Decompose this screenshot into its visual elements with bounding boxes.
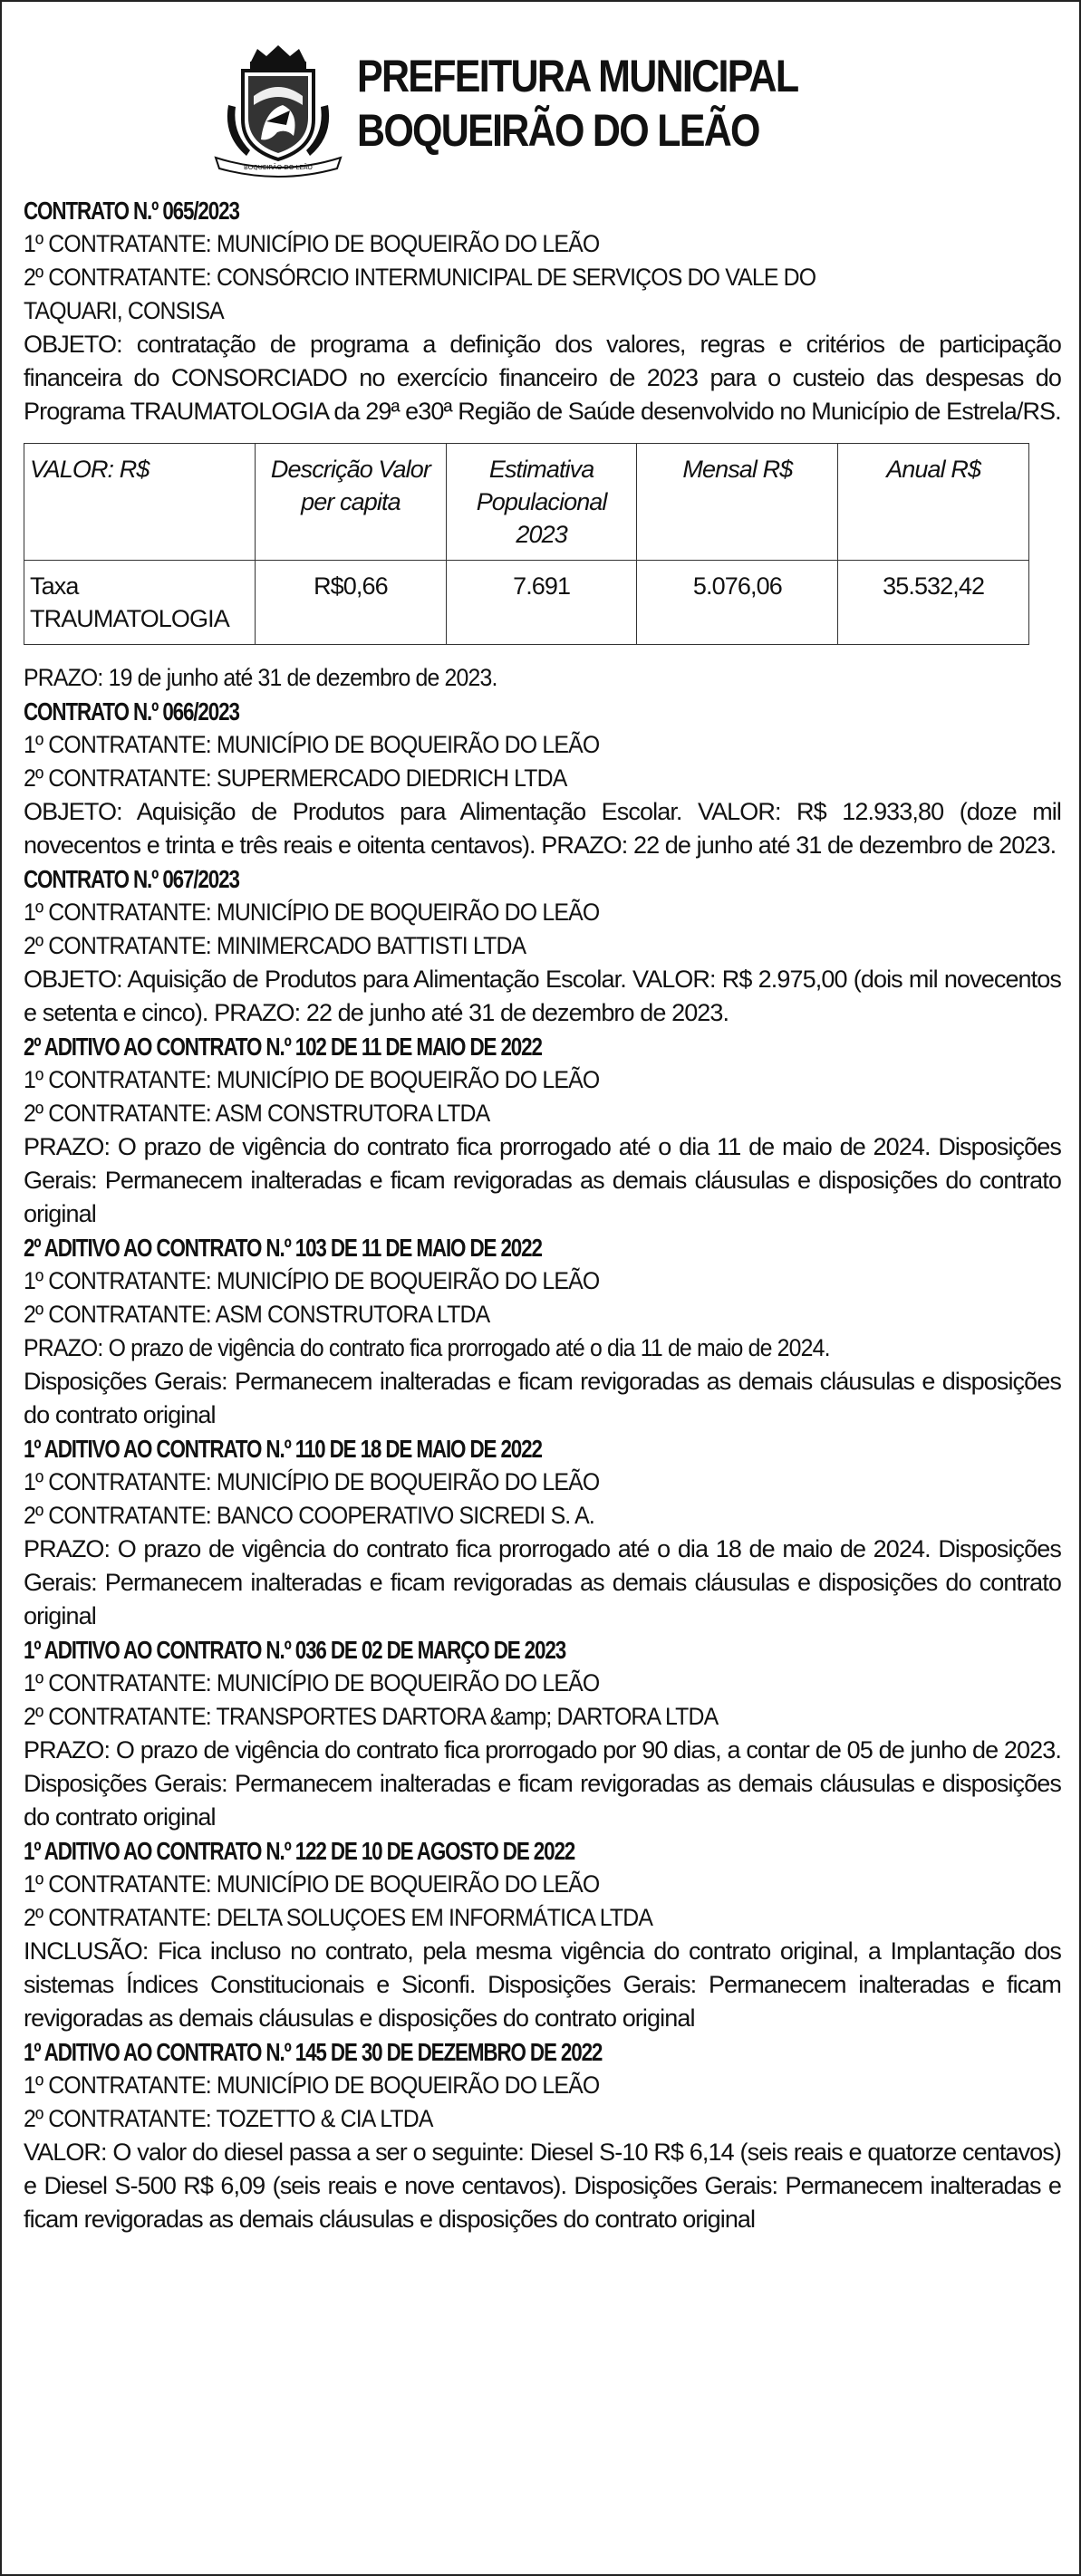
contractor-2: 2º CONTRATANTE: ASM CONSTRUTORA LTDA bbox=[24, 1100, 490, 1127]
title-line-2: BOQUEIRÃO DO LEÃO bbox=[357, 105, 759, 156]
table-row bbox=[24, 561, 1029, 645]
table-header-cell: Estimativa Populacional 2023 bbox=[446, 444, 637, 561]
table-cell: 35.532,42 bbox=[838, 561, 1029, 645]
amendment-text: PRAZO: O prazo de vigência do contrato fica prorrogado até o dia 18 de maio de 2024. Disposições Gerais: Permanecem inalteradas e ficam revigoradas as demais cláusulas e disposições do contrato original bbox=[24, 1535, 1061, 1629]
amendment-heading: 1º ADITIVO AO CONTRATO N.º 036 DE 02 DE MARÇO DE 2023 bbox=[24, 1636, 566, 1664]
amendment-term: PRAZO: O prazo de vigência do contrato fica prorrogado até o dia 11 de maio de 2024. bbox=[24, 1334, 830, 1361]
amendment-text: VALOR: O valor do diesel passa a ser o seguinte: Diesel S-10 R$ 6,14 (seis reais e quatorze centavos) e Diesel S-500 R$ 6,09 (seis reais e nove centavos). Disposições Gerais: Permanecem inalteradas e ficam revigoradas as demais cláusulas e disposições do contrato original bbox=[24, 2139, 1061, 2233]
table-cell: 5.076,06 bbox=[637, 561, 838, 645]
amendment-heading: 1º ADITIVO AO CONTRATO N.º 110 DE 18 DE MAIO DE 2022 bbox=[24, 1435, 542, 1463]
table-header-row bbox=[24, 444, 1029, 561]
contractor-2: 2º CONTRATANTE: CONSÓRCIO INTERMUNICIPAL DE SERVIÇOS DO VALE DO bbox=[24, 264, 816, 291]
contractor-1: 1º CONTRATANTE: MUNICÍPIO DE BOQUEIRÃO DO LEÃO bbox=[24, 1066, 600, 1093]
contractor-2: 2º CONTRATANTE: BANCO COOPERATIVO SICREDI S. A. bbox=[24, 1502, 594, 1529]
contractor-2: 2º CONTRATANTE: ASM CONSTRUTORA LTDA bbox=[24, 1301, 490, 1328]
svg-text:BOQUEIRÃO DO LEÃO: BOQUEIRÃO DO LEÃO bbox=[244, 164, 313, 171]
contractor-1: 1º CONTRATANTE: MUNICÍPIO DE BOQUEIRÃO DO LEÃO bbox=[24, 899, 600, 926]
contractor-2: 2º CONTRATANTE: TOZETTO & CIA LTDA bbox=[24, 2105, 433, 2132]
contractor-2: 2º CONTRATANTE: MINIMERCADO BATTISTI LTDA bbox=[24, 932, 526, 959]
amendment-text: Disposições Gerais: Permanecem inalteradas e ficam revigoradas as demais cláusulas e disposições do contrato original bbox=[24, 1368, 1061, 1428]
contractor-1: 1º CONTRATANTE: MUNICÍPIO DE BOQUEIRÃO DO LEÃO bbox=[24, 1870, 600, 1898]
contractor-1: 1º CONTRATANTE: MUNICÍPIO DE BOQUEIRÃO DO LEÃO bbox=[24, 1669, 600, 1697]
table-header-cell: Anual R$ bbox=[838, 444, 1029, 561]
publication-body bbox=[24, 194, 1061, 2236]
table-header-cell: Descrição Valor per capita bbox=[256, 444, 447, 561]
contractor-1: 1º CONTRATANTE: MUNICÍPIO DE BOQUEIRÃO DO LEÃO bbox=[24, 230, 600, 257]
contract-heading: CONTRATO N.º 066/2023 bbox=[24, 697, 239, 726]
contractor-2: 2º CONTRATANTE: SUPERMERCADO DIEDRICH LTDA bbox=[24, 764, 567, 792]
table-header-cell: VALOR: R$ bbox=[24, 444, 256, 561]
contract-term: PRAZO: 19 de junho até 31 de dezembro de 2023. bbox=[24, 664, 497, 691]
amendment-heading: 2º ADITIVO AO CONTRATO N.º 102 DE 11 DE MAIO DE 2022 bbox=[24, 1033, 542, 1061]
contractor-1: 1º CONTRATANTE: MUNICÍPIO DE BOQUEIRÃO DO LEÃO bbox=[24, 2071, 600, 2099]
contract-object: OBJETO: contratação de programa a definição dos valores, regras e critérios de participação financeira do CONSORCIADO no exercício financeiro de 2023 para o custeio das despesas do Programa TRAUMATOLOGIA da 29ª e30ª Região de Saúde desenvolvido no Município de Estrela/RS. bbox=[24, 331, 1061, 425]
table-cell: 7.691 bbox=[446, 561, 637, 645]
table-cell: R$0,66 bbox=[256, 561, 447, 645]
header bbox=[210, 42, 863, 178]
contractor-1: 1º CONTRATANTE: MUNICÍPIO DE BOQUEIRÃO DO LEÃO bbox=[24, 1468, 600, 1495]
amendment-text: PRAZO: O prazo de vigência do contrato fica prorrogado até o dia 11 de maio de 2024. Disposições Gerais: Permanecem inalteradas e ficam revigoradas as demais cláusulas e disposições do contrato original bbox=[24, 1133, 1061, 1227]
value-table bbox=[24, 443, 1029, 645]
amendment-text: INCLUSÃO: Fica incluso no contrato, pela mesma vigência do contrato original, a Implantação dos sistemas Índices Constitucionais e Siconfi. Disposições Gerais: Permanecem inalteradas e ficam revigoradas as demais cláusulas e disposições do contrato original bbox=[24, 1937, 1061, 2032]
amendment-text: PRAZO: O prazo de vigência do contrato fica prorrogado por 90 dias, a contar de 05 de junho de 2023. Disposições Gerais: Permanecem inalteradas e ficam revigoradas as demais cláusulas e disposições do contrato original bbox=[24, 1736, 1061, 1831]
amendment-heading: 1º ADITIVO AO CONTRATO N.º 145 DE 30 DE DEZEMBRO DE 2022 bbox=[24, 2038, 603, 2066]
contractor-2: 2º CONTRATANTE: DELTA SOLUÇOES EM INFORMÁTICA LTDA bbox=[24, 1904, 653, 1931]
contractor-2: 2º CONTRATANTE: TRANSPORTES DARTORA &amp; DARTORA LTDA bbox=[24, 1703, 719, 1730]
title-line-1: PREFEITURA MUNICIPAL bbox=[357, 51, 798, 101]
table-header-cell: Mensal R$ bbox=[637, 444, 838, 561]
municipal-crest-icon bbox=[210, 42, 346, 178]
amendment-heading: 1º ADITIVO AO CONTRATO N.º 122 DE 10 DE AGOSTO DE 2022 bbox=[24, 1837, 575, 1865]
page-title bbox=[357, 49, 870, 158]
contract-heading: CONTRATO N.º 067/2023 bbox=[24, 865, 239, 893]
table-cell: Taxa TRAUMATOLOGIA bbox=[24, 561, 256, 645]
contractor-1: 1º CONTRATANTE: MUNICÍPIO DE BOQUEIRÃO DO LEÃO bbox=[24, 1267, 600, 1294]
contract-object: OBJETO: Aquisição de Produtos para Alimentação Escolar. VALOR: R$ 12.933,80 (doze mil novecentos e trinta e três reais e oitenta centavos). PRAZO: 22 de junho até 31 de dezembro de 2023. bbox=[24, 798, 1061, 859]
contractor-2-cont: TAQUARI, CONSISA bbox=[24, 297, 224, 324]
contractor-1: 1º CONTRATANTE: MUNICÍPIO DE BOQUEIRÃO DO LEÃO bbox=[24, 731, 600, 758]
amendment-heading: 2º ADITIVO AO CONTRATO N.º 103 DE 11 DE MAIO DE 2022 bbox=[24, 1234, 542, 1262]
contract-heading: CONTRATO N.º 065/2023 bbox=[24, 197, 239, 225]
contract-object: OBJETO: Aquisição de Produtos para Alimentação Escolar. VALOR: R$ 2.975,00 (dois mil novecentos e setenta e cinco). PRAZO: 22 de junho até 31 de dezembro de 2023. bbox=[24, 966, 1061, 1026]
